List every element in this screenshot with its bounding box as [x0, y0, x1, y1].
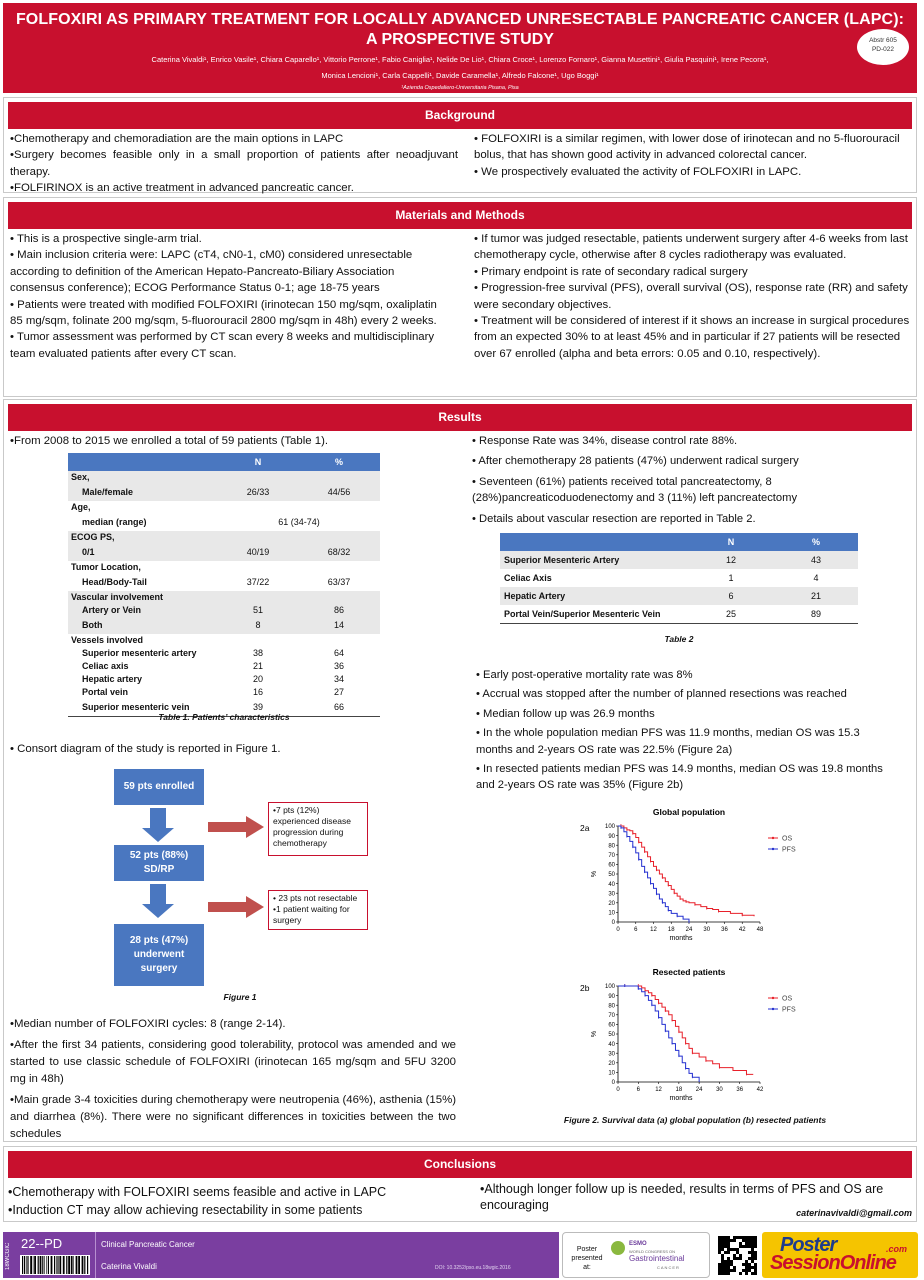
table-cell: Tumor Location, — [71, 562, 141, 572]
x-tick-label: 0 — [616, 1087, 620, 1093]
table-row — [68, 660, 380, 673]
results-bullet: • Seventeen (61%) patients received total pancreatectomy, 8 (28%)pancreaticoduodenectomy and 3 (11%) left pancreatectomy — [472, 475, 798, 505]
poster-title-line2: A PROSPECTIVE STUDY — [366, 31, 554, 48]
y-tick-label: 50 — [608, 1032, 615, 1039]
y-tick-label: 50 — [608, 872, 615, 879]
survival-chart-resected — [570, 962, 820, 1112]
series-line-pfs — [618, 826, 689, 922]
background-heading: Background — [8, 102, 912, 129]
legend-label: PFS — [782, 1006, 796, 1014]
affiliation: ¹Azienda Ospedaliero-Universitaria Pisana, Pisa — [401, 85, 519, 91]
table-row — [68, 634, 380, 647]
table-row — [68, 686, 380, 699]
y-tick-label: 30 — [608, 891, 615, 898]
consort-intro: • Consort diagram of the study is reported in Figure 1. — [10, 743, 281, 755]
background-right-column — [474, 131, 912, 180]
brand-top: Poster — [780, 1234, 837, 1256]
y-tick-label: 20 — [608, 1061, 615, 1067]
table-cell: Sex, — [68, 471, 218, 484]
table-cell — [218, 591, 298, 604]
methods-left-column — [10, 231, 450, 362]
y-tick-label: 70 — [608, 853, 615, 859]
table-row — [68, 514, 380, 531]
background-section — [3, 97, 917, 193]
y-tick-label: 60 — [608, 862, 615, 869]
y-tick-label: 60 — [608, 1022, 615, 1029]
table-cell: 89 — [810, 608, 821, 619]
table-cell: 25 — [725, 608, 736, 619]
methods-bullet: • Tumor assessment was performed by CT scan every 8 weeks and multidisciplinary team evaluated patients after every CT scan. — [10, 331, 435, 360]
methods-right-column — [474, 231, 914, 362]
table-cell: 21 — [252, 661, 263, 671]
background-bullet: •Surgery becomes feasible only in a small proportion of patients after neoadjuvant therapy. — [10, 149, 458, 178]
doi[interactable]: DOI: 10.3252/pso.eu.18wgic.2016 — [435, 1265, 511, 1271]
x-axis-label: months — [669, 935, 693, 942]
y-tick-label: 10 — [608, 910, 615, 917]
table-header-cell — [500, 533, 688, 551]
table-cell: Both — [68, 617, 218, 634]
congress-name: Gastrointestinal — [629, 1254, 685, 1263]
x-tick-label: 6 — [634, 927, 638, 933]
results-heading: Results — [8, 404, 912, 431]
table-row — [500, 605, 858, 623]
consort-sdrp-box: 52 pts (88%) SD/RP — [114, 845, 204, 881]
table-cell — [298, 531, 380, 544]
results-bullet: • After chemotherapy 28 patients (47%) underwent radical surgery — [472, 455, 799, 468]
congress-sub: CANCER — [657, 1265, 680, 1270]
x-tick-label: 24 — [685, 927, 693, 933]
table-cell: 6 — [688, 587, 774, 605]
table-cell: 27 — [333, 687, 344, 697]
table-cell — [218, 634, 298, 647]
table-cell — [298, 634, 380, 647]
chart-title: Global population — [652, 807, 726, 817]
table-cell: Portal Vein/Superior Mesenteric Vein — [504, 608, 661, 619]
right-arrow-icon — [208, 896, 264, 918]
table-header-cell: % — [774, 533, 858, 551]
table-row — [500, 551, 858, 569]
table-row — [68, 617, 380, 634]
table-cell: 4 — [813, 573, 819, 583]
background-bullet: •FOLFIRINOX is an active treatment in advanced pancreatic cancer. — [10, 182, 354, 195]
table-cell: 51 — [218, 604, 298, 617]
results-bullet: • Median follow up was 26.9 months — [476, 707, 655, 720]
x-tick-label: 12 — [650, 927, 657, 933]
x-tick-label: 36 — [721, 927, 728, 933]
methods-bullet: • Treatment will be considered of interest if it shows an increase in surgical procedures from an expected 30% to at least 45% and in particular if 27 patients will be resected over 67 enrolled (alpha and beta errors: 0.05 and 0.10, respectively). — [474, 315, 910, 360]
patients-table — [68, 453, 380, 719]
x-tick-label: 24 — [695, 1087, 703, 1093]
table-cell: 20 — [252, 674, 263, 684]
y-tick-label: 90 — [608, 993, 615, 1000]
table-cell: 39 — [252, 702, 263, 712]
table-cell: Celiac axis — [82, 661, 129, 671]
presented-at-label — [569, 1245, 605, 1272]
table-row — [68, 484, 380, 501]
contact-email[interactable]: caterinavivaldi@gmail.com — [796, 1208, 912, 1218]
table-row — [68, 471, 380, 484]
panel-label: 2b — [580, 983, 590, 993]
table-cell: 68/32 — [298, 544, 380, 561]
abstract-code: PD-022 — [871, 45, 895, 53]
consort-surgery-box: 28 pts (47%) underwent surgery — [114, 924, 204, 986]
table-cell: 36 — [333, 661, 344, 671]
table-cell: Hepatic artery — [82, 674, 143, 684]
table-cell: median (range) — [82, 517, 147, 527]
y-tick-label: 80 — [608, 843, 615, 850]
background-bullet: •Chemotherapy and chemoradiation are the main options in LAPC — [10, 133, 344, 145]
results-left-bottom — [10, 1016, 456, 1143]
table-cell: 1 — [728, 573, 734, 583]
y-axis-label: % — [591, 870, 598, 878]
poster-header — [3, 3, 917, 93]
conclusions-heading: Conclusions — [8, 1151, 912, 1178]
y-tick-label: 70 — [608, 1013, 615, 1019]
not-resectable-note — [268, 890, 368, 930]
background-left-column — [10, 131, 458, 197]
x-tick-label: 18 — [667, 927, 675, 933]
table-cell: 40/19 — [218, 544, 298, 561]
background-bullet: • We prospectively evaluated the activity of FOLFOXIRI in LAPC. — [474, 165, 802, 178]
table-cell: 66 — [333, 702, 344, 712]
chart-title: Resected patients — [652, 967, 726, 977]
results-bullet: •After the first 34 patients, considering good tolerability, protocol was amended and we started to use classic schedule of FOLFOXIRI (irinotecan 165 mg/sqm and 5FU 3200 mg in 48h) — [10, 1039, 456, 1085]
x-tick-label: 42 — [738, 927, 746, 933]
legend-label: PFS — [782, 846, 796, 854]
vertical-code: 18WCGIC — [5, 1242, 11, 1270]
table-row — [68, 531, 380, 544]
congress-logo-icon — [611, 1241, 625, 1255]
y-tick-label: 80 — [608, 1003, 615, 1010]
poster-id: 22--PD — [21, 1236, 63, 1251]
x-tick-label: 48 — [756, 927, 764, 933]
authors-line-1: Caterina Vivaldi¹, Enrico Vasile¹, Chiara Caparello¹, Vittorio Perrone¹, Fabio Caniglia¹, Nelide De Lio¹, Chiara Croce¹, Lorenzo Fornaro¹, Gianna Musettini¹, Giulia Pasquini¹, Irene Pecora¹, — [151, 55, 769, 64]
methods-bullet: • Patients were treated with modified FOLFOXIRI (irinotecan 150 mg/sqm, oxaliplatin 85 mg/sqm, folinate 200 mg/sqm, 5-fluorouracil 2800 mg/sqm in 48h) every 2 weeks. — [10, 298, 437, 328]
footer-divider — [95, 1232, 96, 1278]
results-bullet: • Details about vascular resection are reported in Table 2. — [472, 512, 756, 525]
methods-bullet: • Main inclusion criteria were: LAPC (cT4, cN0-1, cM0) considered unresectable according to definition of the American Hepato-Pancreato-Biliary Association consensus conference); ECOG Performance Status 0-1; age 18-75 years — [10, 249, 413, 295]
x-tick-label: 42 — [756, 1087, 764, 1093]
y-tick-label: 0 — [611, 1080, 615, 1087]
table-cell: Superior mesenteric vein — [82, 702, 190, 712]
table-cell — [298, 501, 380, 514]
table-cell — [298, 561, 380, 574]
results-right-mid — [476, 667, 896, 794]
table-cell: Portal vein — [82, 687, 129, 697]
table-cell: 86 — [298, 604, 380, 617]
authors-line-2: Monica Lencioni¹, Carla Cappelli¹, Davide Caramella¹, Alfredo Falcone¹, Ugo Boggi¹ — [321, 71, 599, 80]
table-cell — [218, 531, 298, 544]
down-arrow-icon — [140, 884, 176, 920]
y-tick-label: 100 — [604, 824, 615, 831]
results-intro: •From 2008 to 2015 we enrolled a total of 59 patients (Table 1). — [10, 435, 329, 447]
y-tick-label: 20 — [608, 901, 615, 907]
table2-caption: Table 2 — [664, 634, 694, 644]
table-cell: 14 — [298, 617, 380, 634]
table-cell — [218, 561, 298, 574]
legend-label: OS — [782, 995, 793, 1003]
conclusion-bullet: •Although longer follow up is needed, results in terms of PFS and OS are encouraging — [480, 1182, 884, 1212]
y-tick-label: 10 — [608, 1070, 615, 1077]
presented-label-line: presented at: — [571, 1255, 603, 1271]
table-cell: 0/1 — [68, 544, 218, 561]
table-cell: Hepatic Artery — [500, 587, 688, 605]
brand-suffix: .com — [886, 1244, 908, 1254]
results-bullet: • Early post-operative mortality rate was 8% — [476, 669, 693, 681]
x-tick-label: 18 — [675, 1087, 683, 1093]
table-cell: 26/33 — [218, 484, 298, 501]
note-line: •1 patient waiting for surgery — [273, 904, 350, 925]
results-bullet: • Response Rate was 34%, disease control rate 88%. — [472, 435, 738, 447]
panel-label: 2a — [580, 823, 590, 833]
methods-bullet: • This is a prospective single-arm trial. — [10, 233, 202, 245]
results-bullet: •Main grade 3-4 toxicities during chemotherapy were neutropenia (46%), asthenia (15%) and diarrhea (8%). There were no significant differences in toxicities between the two schedules — [10, 1094, 456, 1140]
table-cell: Male/female — [68, 484, 218, 501]
table-cell: Artery or Vein — [68, 604, 218, 617]
conclusions-section — [3, 1146, 917, 1222]
table-header-row — [500, 533, 858, 551]
table-cell — [298, 471, 380, 484]
methods-bullet: • Primary endpoint is rate of secondary radical surgery — [474, 265, 748, 278]
x-tick-label: 6 — [636, 1087, 640, 1093]
methods-heading: Materials and Methods — [8, 202, 912, 229]
legend-marker — [772, 848, 774, 850]
table-row — [500, 587, 858, 605]
x-tick-label: 30 — [703, 927, 711, 933]
y-tick-label: 90 — [608, 833, 615, 840]
results-bullet: • Accrual was stopped after the number of planned resections was reached — [476, 688, 847, 701]
consort-enrolled-box: 59 pts enrolled — [114, 769, 204, 805]
x-axis-label: months — [669, 1095, 693, 1102]
figure1-caption: Figure 1 — [223, 992, 257, 1002]
barcode-icon — [20, 1255, 90, 1275]
poster-author: Caterina Vivaldi — [101, 1262, 157, 1271]
survival-chart-global — [570, 802, 820, 952]
y-axis-label: % — [591, 1030, 598, 1038]
congress-org: ESMO — [629, 1241, 647, 1247]
table-row — [68, 647, 380, 660]
progression-note: •7 pts (12%) experienced disease progression during chemotherapy — [268, 802, 368, 856]
conclusion-bullet: •Induction CT may allow achieving resectability in some patients — [8, 1203, 363, 1217]
table-row — [68, 591, 380, 604]
table-cell — [298, 591, 380, 604]
qr-code-icon[interactable] — [716, 1232, 758, 1278]
abstract-number: Abstr 605 — [869, 37, 897, 44]
poster-footer — [3, 1232, 559, 1278]
table-cell: 38 — [252, 648, 263, 658]
poster-title: FOLFOXIRI AS PRIMARY TREATMENT FOR LOCALLY ADVANCED UNRESECTABLE PANCREATIC CANCER (LAPC): — [15, 11, 905, 28]
right-arrow-icon — [208, 816, 264, 838]
table-cell: 64 — [333, 648, 344, 658]
results-right-top — [472, 433, 872, 527]
y-tick-label: 30 — [608, 1051, 615, 1058]
x-tick-label: 30 — [716, 1087, 723, 1093]
legend-label: OS — [782, 835, 793, 843]
table-header-cell: N — [688, 533, 774, 551]
table-row — [68, 574, 380, 591]
background-bullet: • FOLFOXIRI is a similar regimen, with lower dose of irinotecan and no 5-fluorouracil bolus, that has shown good activity in advanced colorectal cancer. — [474, 133, 900, 162]
table-cell: 37/22 — [246, 577, 270, 587]
x-tick-label: 0 — [616, 927, 620, 933]
table-cell: Vessels involved — [71, 635, 144, 645]
y-tick-label: 100 — [604, 984, 615, 991]
down-arrow-icon — [140, 808, 176, 844]
table-row — [68, 561, 380, 574]
table-cell: 44/56 — [298, 484, 380, 501]
table-row — [68, 673, 380, 686]
table-cell: 8 — [218, 617, 298, 634]
results-bullet: • In resected patients median PFS was 14.9 months, median OS was 19.8 months and 2-years OS rate was 35% (Figure 2b) — [476, 763, 883, 792]
table-cell: 43 — [774, 551, 858, 569]
table-row — [68, 544, 380, 561]
table-cell — [218, 501, 298, 514]
figure2-caption: Figure 2. Survival data (a) global population (b) resected patients — [563, 1115, 827, 1125]
methods-section — [3, 197, 917, 397]
table-header-cell — [68, 453, 218, 471]
table-cell: Age, — [71, 502, 91, 512]
conclusion-bullet: •Chemotherapy with FOLFOXIRI seems feasible and active in LAPC — [8, 1185, 387, 1199]
x-tick-label: 12 — [655, 1087, 662, 1093]
table1-caption: Table 1. Patients’ characteristics — [158, 712, 290, 722]
table-cell: Superior mesenteric artery — [82, 648, 197, 658]
legend-marker — [772, 1008, 774, 1010]
results-bullet: • In the whole population median PFS was 11.9 months, median OS was 15.3 months and 2-years OS rate was 22.5% (Figure 2a) — [476, 727, 860, 756]
table-cell: 61 (34-74) — [278, 517, 320, 527]
congress-logo-box — [562, 1232, 710, 1278]
table-cell — [218, 471, 298, 484]
poster-session-online-logo[interactable] — [762, 1232, 918, 1278]
results-bullet: •Median number of FOLFOXIRI cycles: 8 (range 2-14). — [10, 1018, 286, 1030]
abstract-badge — [857, 29, 909, 65]
y-tick-label: 40 — [608, 881, 615, 888]
methods-bullet: • Progression-free survival (PFS), overall survival (OS), response rate (RR) and safety were secondary objectives. — [474, 282, 908, 311]
table-cell: Vascular involvement — [68, 591, 218, 604]
y-tick-label: 0 — [611, 920, 615, 927]
legend-marker — [772, 837, 774, 839]
table-cell: 12 — [688, 551, 774, 569]
table-cell: 34 — [333, 674, 344, 684]
table-row — [500, 569, 858, 587]
table-cell: Celiac Axis — [504, 573, 552, 583]
brand-bottom: SessionOnline — [770, 1252, 896, 1274]
presented-label-line: Poster — [576, 1246, 598, 1253]
table-cell: 16 — [252, 687, 263, 697]
table-cell: ECOG PS, — [68, 531, 218, 544]
table-row — [68, 604, 380, 617]
x-tick-label: 36 — [736, 1087, 744, 1093]
table-header-cell: N — [218, 453, 298, 471]
table-cell: 63/37 — [327, 577, 351, 587]
note-line: • 23 pts not resectable — [273, 893, 358, 903]
methods-bullet: • If tumor was judged resectable, patients underwent surgery after 4-6 weeks from last chemotherapy cycle, otherwise after 8 cycles radiotherapy was evaluated. — [474, 233, 908, 262]
table-cell: 21 — [774, 587, 858, 605]
congress-small: WORLD CONGRESS ON — [629, 1249, 676, 1254]
series-line-os — [618, 986, 753, 1074]
table-header-row — [68, 453, 380, 471]
vascular-resection-table — [500, 533, 858, 625]
legend-marker — [772, 997, 774, 999]
table-row — [68, 501, 380, 514]
table-cell: Superior Mesenteric Artery — [500, 551, 688, 569]
table-header-cell: % — [298, 453, 380, 471]
table-cell: Head/Body-Tail — [82, 577, 147, 587]
conclusions-left — [8, 1183, 448, 1219]
y-tick-label: 40 — [608, 1041, 615, 1048]
poster-category: Clinical Pancreatic Cancer — [101, 1240, 195, 1249]
